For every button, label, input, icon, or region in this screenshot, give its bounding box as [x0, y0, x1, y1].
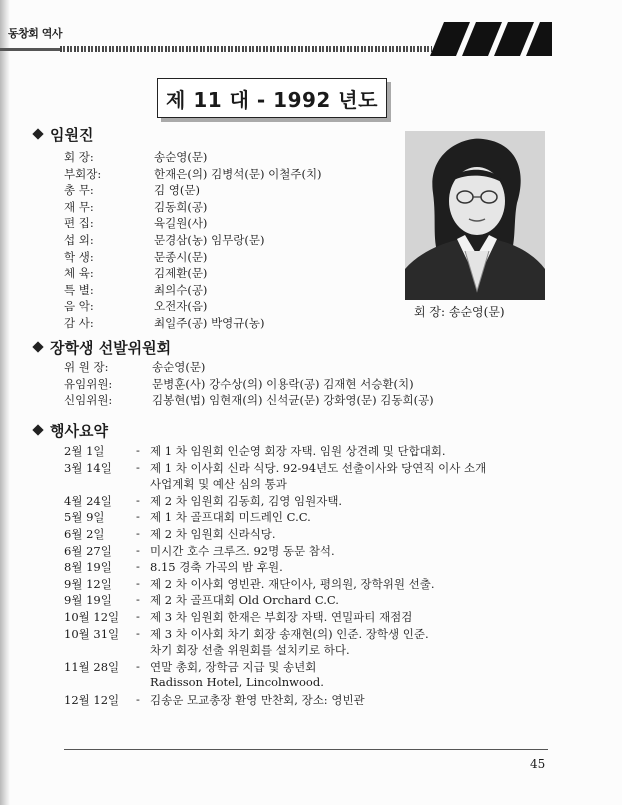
events-heading: 행사요약: [34, 420, 108, 441]
event-date: 8월 19일: [64, 560, 112, 575]
officer-role: 회 장:: [64, 150, 94, 164]
event-date: 11월 28일: [64, 659, 120, 674]
officer-names: 육길원(사): [154, 216, 208, 231]
event-description: 제 1 차 이사회 신라 식당. 92-94년도 선출이사와 당연직 이사 소개: [150, 460, 487, 475]
event-dash: -: [136, 492, 140, 507]
footer-rule: [64, 749, 548, 750]
page-title: 제 11 대 - 1992 년도: [157, 78, 387, 118]
officer-role: 부회장:: [64, 166, 102, 181]
event-date: 6월 27일: [64, 543, 112, 558]
event-dash: -: [136, 575, 140, 590]
header-rule-left: [0, 48, 60, 51]
diamond-bullet-icon: [32, 128, 43, 139]
event-dash: -: [136, 542, 140, 557]
event-description: 제 2 차 임원회 신라식당.: [150, 527, 276, 541]
event-dash: -: [136, 609, 140, 623]
president-photo: [405, 131, 545, 300]
committee-names: 김봉현(법) 임현재(의) 신석균(문) 강화영(문) 김동희(공): [152, 393, 434, 407]
diamond-bullet-icon: [32, 341, 43, 352]
event-description: 8.15 경축 가곡의 밤 후원.: [150, 560, 283, 575]
diamond-bullet-icon: [32, 424, 43, 435]
event-description: 김송운 모교총장 환영 만찬회, 장소: 영빈관: [150, 693, 365, 707]
event-description: 제 1 차 임원회 인순영 회장 자택. 임원 상견례 및 단합대회.: [150, 444, 446, 458]
officer-role: 음 악:: [64, 299, 94, 314]
officer-role: 학 생:: [64, 249, 94, 264]
event-date: 2월 1일: [64, 444, 105, 458]
event-dash: -: [136, 443, 140, 457]
event-description: 연말 총회, 장학금 지급 및 송년회: [150, 659, 317, 674]
portrait-image: [405, 131, 545, 300]
officer-role: 감 사:: [64, 316, 94, 330]
officer-role: 섭 외:: [64, 233, 94, 247]
event-date: 6월 2일: [64, 527, 105, 541]
officer-names: 오전자(음): [154, 299, 208, 314]
officer-role: 재 무:: [64, 199, 94, 214]
page-spine-shadow: [0, 0, 10, 805]
event-description-continued: Radisson Hotel, Lincolnwood.: [150, 675, 324, 690]
event-date: 10월 31일: [64, 626, 120, 641]
event-description: 미시간 호수 크루즈. 92명 동문 참석.: [150, 543, 335, 558]
event-description: 제 2 차 이사회 영빈관. 재단이사, 평의원, 장학위원 선출.: [150, 576, 435, 591]
running-header-title: 동창회 역사: [8, 27, 62, 40]
officer-names: 김제환(문): [154, 266, 208, 281]
event-date: 10월 12일: [64, 610, 120, 624]
event-dash: -: [136, 592, 140, 607]
officer-role: 체 육:: [64, 266, 94, 281]
header-rule: [60, 46, 432, 52]
officer-names: 송순영(문): [154, 150, 208, 164]
officers-heading: 임원진: [34, 124, 93, 145]
officer-names: 최의수(공): [154, 282, 208, 297]
event-description: 제 3 차 이사회 차기 회장 송재현(의) 인준. 장학생 인준.: [150, 626, 429, 641]
officer-role: 편 집:: [64, 216, 94, 231]
officer-names: 최일주(공) 박영규(농): [154, 316, 265, 330]
header-stripes-decoration: [430, 22, 552, 56]
event-description: 제 2 차 골프대회 Old Orchard C.C.: [150, 593, 339, 608]
event-dash: -: [136, 692, 140, 706]
officer-names: 김 영(문): [154, 183, 200, 198]
officer-role: 특 별:: [64, 282, 94, 297]
photo-caption: 회 장: 송순영(문): [414, 305, 505, 319]
event-date: 12월 12일: [64, 693, 120, 707]
officer-role: 총 무:: [64, 183, 94, 198]
event-date: 9월 19일: [64, 593, 112, 608]
event-dash: -: [136, 509, 140, 524]
event-description-continued: 차기 회장 선출 위원회를 설치키로 하다.: [150, 643, 350, 658]
officer-names: 문경삼(농) 임무랑(문): [154, 233, 265, 247]
event-description: 제 1 차 골프대회 미드레인 C.C.: [150, 510, 311, 525]
committee-role: 유임위원:: [64, 376, 113, 391]
event-description: 제 2 차 임원회 김동희, 김영 임원자택.: [150, 493, 343, 508]
event-dash: -: [136, 526, 140, 540]
page-number: 45: [530, 757, 546, 771]
event-date: 3월 14일: [64, 460, 112, 475]
officer-names: 문종시(문): [154, 249, 208, 264]
event-description: 제 3 차 임원회 한재은 부회장 자택. 연밀파티 재점검: [150, 610, 413, 624]
scholarship-heading: 장학생 선발위원회: [34, 337, 171, 358]
event-dash: -: [136, 625, 140, 640]
event-date: 5월 9일: [64, 510, 105, 525]
officer-names: 한재은(의) 김병석(문) 이철주(치): [154, 166, 322, 181]
committee-names: 송순영(문): [152, 360, 206, 374]
officer-names: 김동희(공): [154, 199, 208, 214]
event-dash: -: [136, 559, 140, 574]
committee-names: 문병훈(사) 강수상(의) 이용락(공) 김재현 서승환(치): [152, 376, 414, 391]
committee-role: 신임위원:: [64, 393, 113, 407]
event-date: 4월 24일: [64, 493, 112, 508]
committee-role: 위 원 장:: [64, 360, 109, 374]
event-dash: -: [136, 459, 140, 474]
event-date: 9월 12일: [64, 576, 112, 591]
event-description-continued: 사업계획 및 예산 심의 통과: [150, 477, 287, 492]
event-dash: -: [136, 658, 140, 673]
